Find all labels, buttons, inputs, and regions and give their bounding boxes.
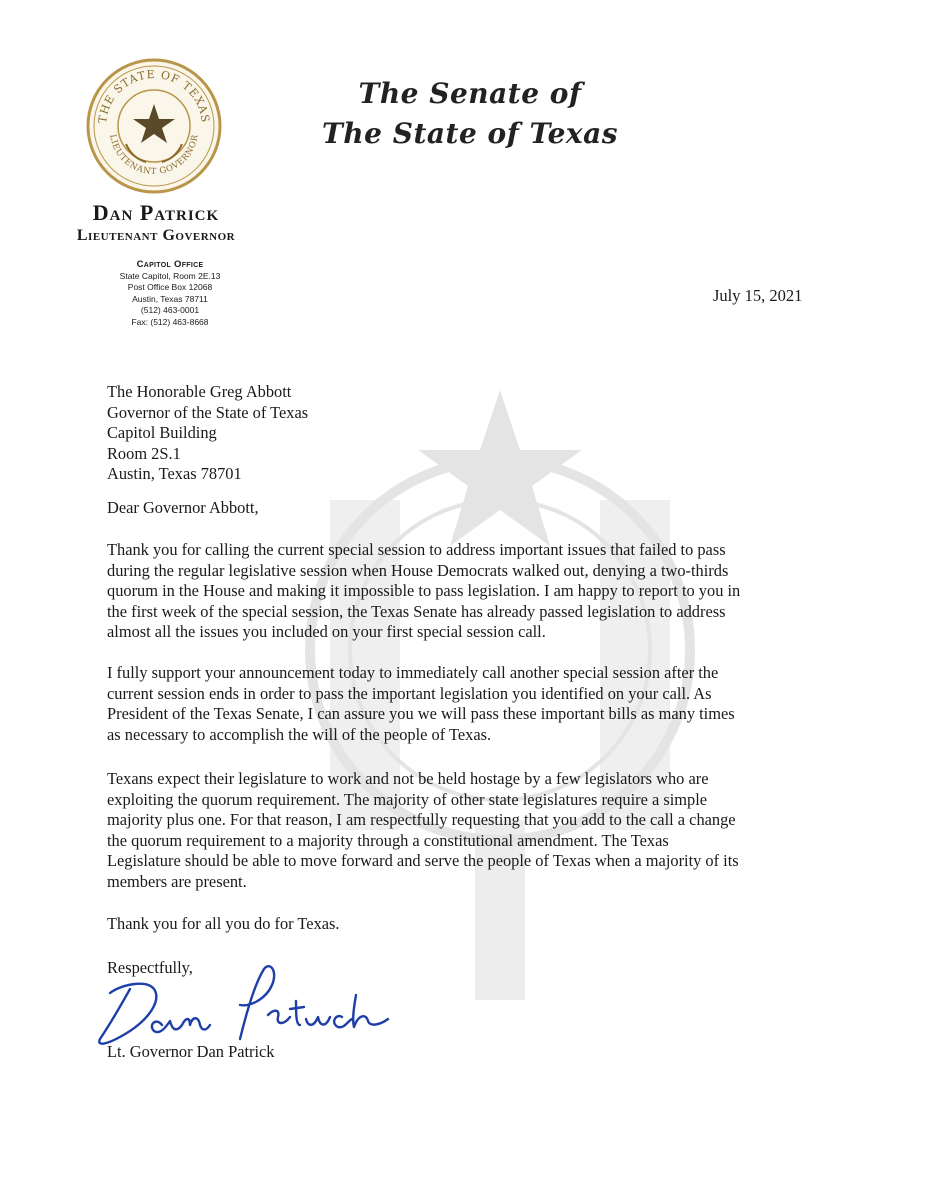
text-line: quorum in the House and making it impossible to pass legislation. I am happy to report to you in	[107, 581, 741, 600]
text-line: the first week of the special session, the Texas Senate has already passed legislation to address	[107, 601, 726, 621]
recipient-address	[107, 382, 308, 485]
office-line: (512) 463-0001	[140, 305, 200, 315]
text-line: Legislature should be able to move forward and serve the people of Texas when a majority of its	[107, 851, 739, 870]
paragraph-2	[107, 663, 827, 745]
paragraph-4: Thank you for all you do for Texas.	[107, 914, 340, 933]
sender-title: Lieutenant Governor	[76, 227, 236, 244]
recipient-line: Governor of the State of Texas	[107, 402, 309, 422]
text-line: majority plus one. For that reason, I am respectfully requesting that you add to the call a change	[107, 810, 736, 829]
text-line: exploiting the quorum requirement. The majority of other state legislatures require a simple	[107, 789, 708, 809]
text-line: members are present.	[107, 871, 247, 891]
text-line: almost all the issues you included on your first special session call.	[107, 622, 546, 641]
text-line: Thank you for calling the current special session to address important issues that failed to pass	[107, 540, 726, 559]
office-line: Fax: (512) 463-8668	[131, 316, 209, 327]
office-line: Austin, Texas 78711	[132, 293, 208, 304]
paragraph-3	[107, 769, 827, 892]
signer-name: Lt. Governor Dan Patrick	[107, 1042, 275, 1061]
letterhead-heading	[300, 74, 640, 154]
text-line: as necessary to accomplish the will of the people of Texas.	[107, 724, 492, 744]
handwritten-signature	[90, 955, 390, 1055]
text-line: current session ends in order to pass the important legislation you identified on your call. As	[107, 683, 712, 703]
office-line: Post Office Box 12068	[127, 282, 213, 292]
text-line: during the regular legislative session when House Democrats walked out, denying a two-thirds	[107, 560, 729, 580]
svg-text:LIEUTENANT GOVERNOR: LIEUTENANT GOVERNOR	[107, 133, 201, 178]
capitol-office-address	[70, 259, 270, 328]
text-line: the quorum requirement to a majority through a constitutional amendment. The Texas	[107, 830, 669, 850]
recipient-line: Capitol Building	[107, 423, 217, 442]
sender-name: Dan Patrick	[92, 200, 220, 225]
text-line: Texans expect their legislature to work and not be held hostage by a few legislators who are	[107, 769, 709, 788]
office-line: State Capitol, Room 2E.13	[119, 270, 221, 281]
senate-line-1: The Senate of	[358, 77, 582, 110]
recipient-line: The Honorable Greg Abbott	[107, 382, 292, 401]
texas-lieutenant-governor-seal	[86, 58, 222, 194]
recipient-line: Austin, Texas 78701	[107, 464, 242, 483]
senate-line-2: The State of Texas	[321, 117, 619, 150]
salutation: Dear Governor Abbott,	[107, 498, 259, 517]
paragraph-1	[107, 540, 827, 643]
letter-date: July 15, 2021	[713, 286, 803, 305]
svg-text:THE STATE OF TEXAS: THE STATE OF TEXAS	[95, 67, 213, 124]
text-line: I fully support your announcement today to immediately call another special session after the	[107, 663, 719, 682]
recipient-line: Room 2S.1	[107, 443, 181, 463]
closing: Respectfully,	[107, 958, 193, 977]
office-heading: Capitol Office	[136, 259, 204, 270]
text-line: President of the Texas Senate, I can assure you we will pass these important bills as many times	[107, 704, 735, 723]
